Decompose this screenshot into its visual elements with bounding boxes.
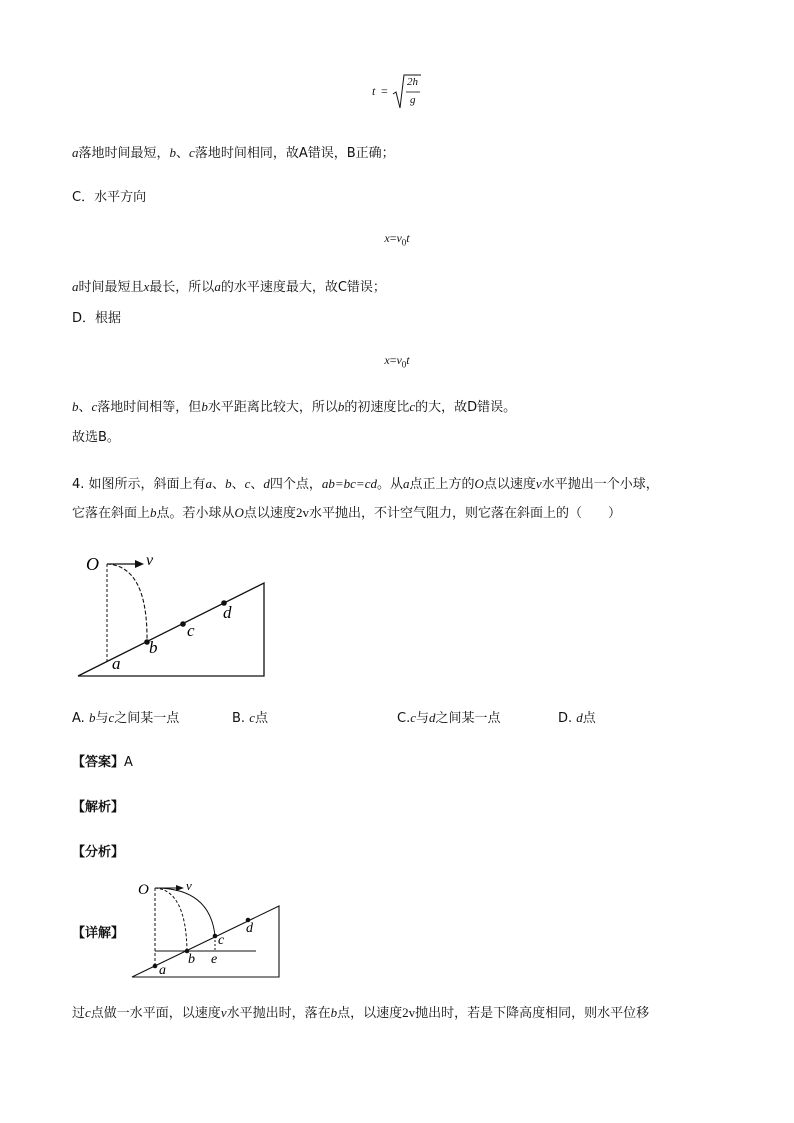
fig2-dot-a [153, 964, 158, 969]
fig2-label-O: O [138, 882, 149, 898]
fig2-label-d: d [246, 921, 253, 936]
trajectory-curve [107, 564, 147, 642]
formula-t-den: g [410, 94, 416, 106]
choose-line: 故选B。 [72, 430, 120, 445]
answer-label: 【答案】 [72, 755, 125, 770]
option-a[interactable]: A. b与c之间某一点 [72, 710, 180, 726]
fig2-label-e: e [211, 952, 218, 967]
answer-value: A [124, 755, 133, 770]
option-b[interactable]: B. c点 [232, 710, 268, 726]
d-label: D．根据 [72, 311, 122, 326]
answer-line [72, 751, 133, 770]
option-c[interactable]: C.c与d之间某一点 [397, 710, 501, 726]
incline-triangle [78, 583, 264, 676]
velocity-arrowhead-2 [176, 885, 184, 891]
c-label: C．水平方向 [72, 190, 147, 205]
formula-x-1: $x=v_0t$ [384, 231, 410, 248]
fig2-label-v: v [186, 878, 192, 893]
label-a: a [112, 654, 121, 673]
figure-incline-2 [128, 876, 288, 981]
velocity-arrowhead [135, 560, 144, 568]
label-v: v [146, 552, 154, 569]
text-last-line: 过c点做一水平面，以速度v水平抛出时，落在b点，以速度2v抛出时，若是下降高度相同，则水平位移 [72, 1005, 650, 1021]
detail-label: 【详解】 [72, 926, 125, 941]
figure-incline-1 [70, 548, 280, 683]
label-b: b [149, 638, 158, 657]
analysis-label: 【解析】 [72, 800, 125, 815]
point-c-dot [180, 621, 186, 627]
formula-t-num: 2h [407, 76, 418, 88]
fig2-label-c: c [218, 933, 225, 948]
label-O: O [86, 554, 99, 574]
formula-x-2: $x=v_0t$ [384, 353, 410, 370]
formula-t-eq: = [381, 84, 388, 98]
fig2-dot-c [213, 934, 218, 939]
fig2-label-a: a [159, 963, 166, 978]
question-4-line-1: 4. 如图所示，斜面上有a、b、c、d四个点，ab=bc=cd。从a点正上方的O点以速度v水平抛出一个小球， [72, 476, 659, 492]
fig2-label-b: b [188, 952, 195, 967]
question-4-line-2: 它落在斜面上b点。若小球从O点以速度2v水平抛出，不计空气阻力，则它落在斜面上的（ ） [72, 505, 621, 521]
label-d: d [223, 603, 232, 622]
text-line-1: a落地时间最短，b、c落地时间相同，故A错误，B正确； [72, 145, 395, 161]
fenxi-label: 【分析】 [72, 845, 125, 860]
trajectory-curve-short [155, 888, 187, 951]
text-line-2: a时间最短且x最长，所以a的水平速度最大，故C错误； [72, 279, 386, 295]
option-d[interactable]: D. d点 [558, 710, 596, 726]
text-line-3: b、c落地时间相等，但b水平距离比较大，所以b的初速度比c的大，故D错误。 [72, 399, 517, 415]
label-c: c [187, 621, 195, 640]
formula-t [372, 72, 432, 114]
formula-t-lhs: t [372, 84, 376, 98]
